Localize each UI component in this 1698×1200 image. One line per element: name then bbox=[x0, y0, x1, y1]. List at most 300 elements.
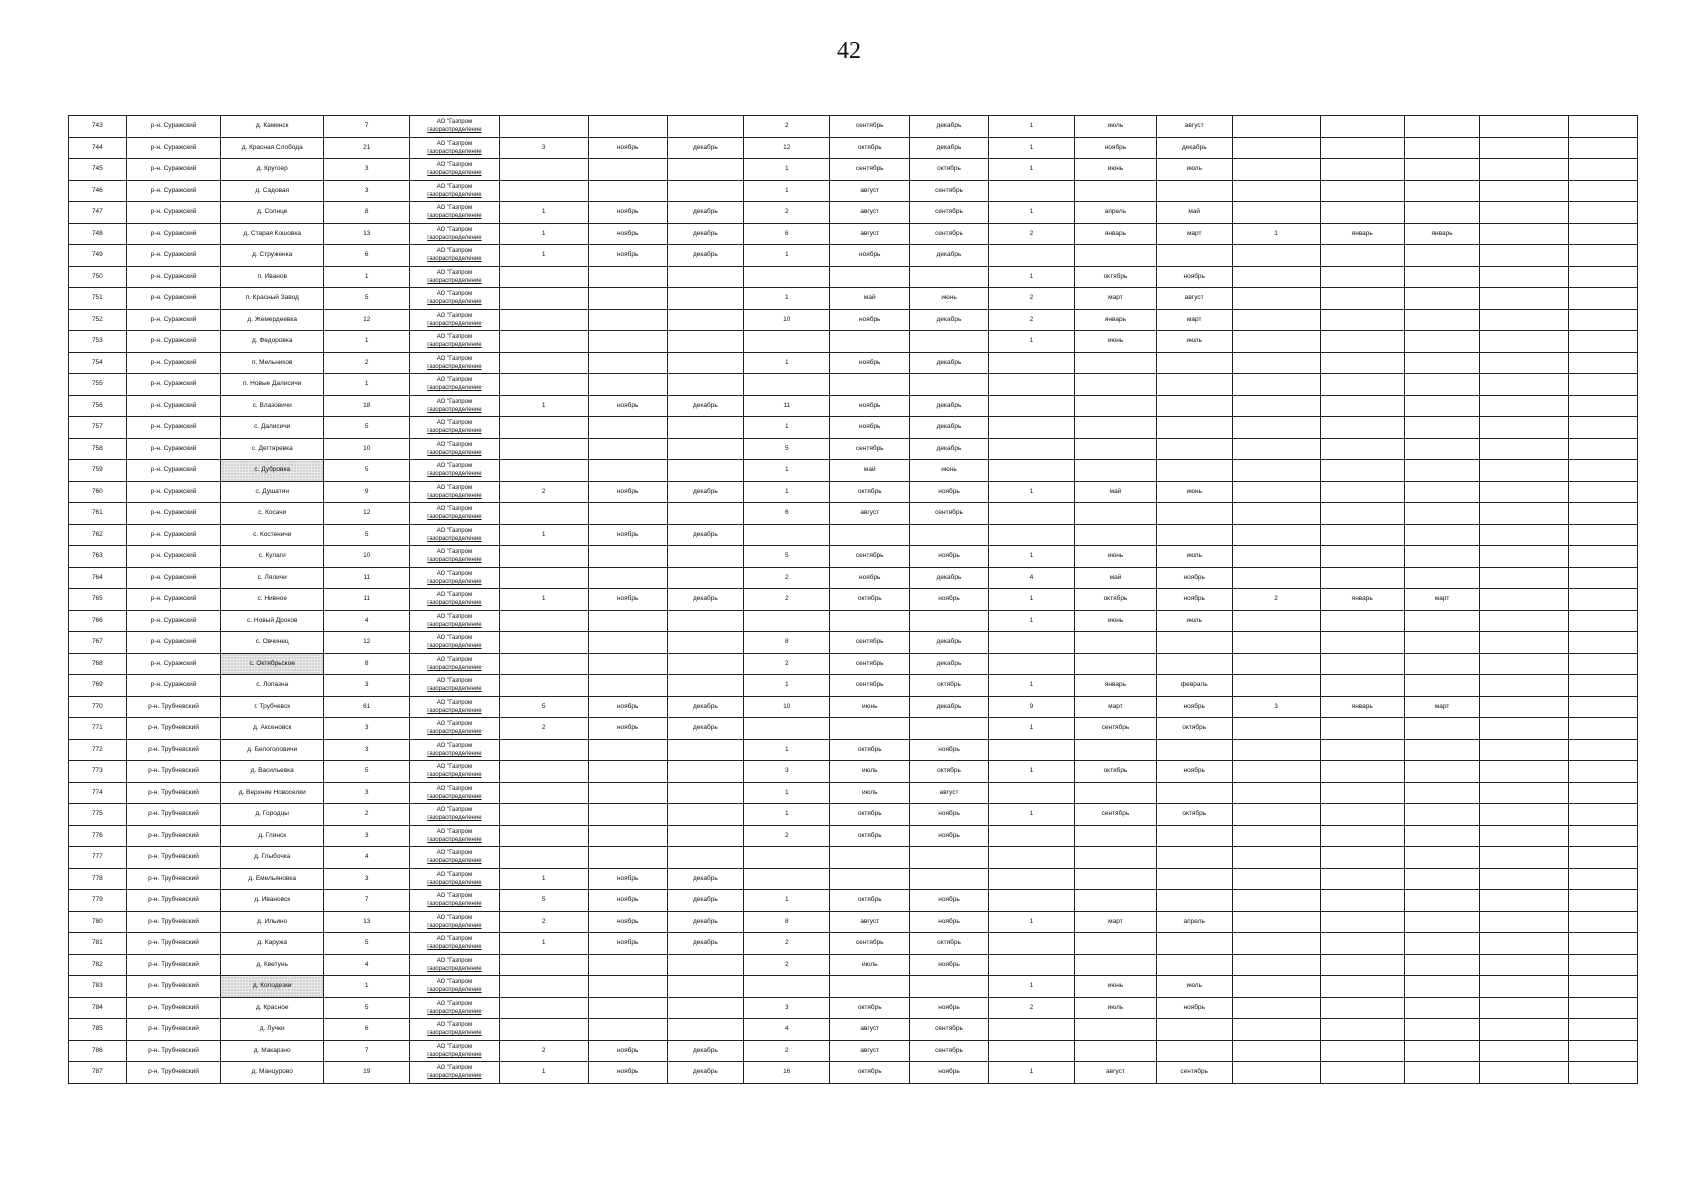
count-cell: 21 bbox=[324, 137, 410, 159]
stage2-qty-cell: 1 bbox=[744, 352, 830, 374]
stage4-end-cell bbox=[1404, 804, 1480, 826]
stage3-end-cell bbox=[1156, 438, 1232, 460]
stage4-end-cell bbox=[1404, 288, 1480, 310]
stage2-start-cell bbox=[830, 976, 910, 998]
stage3-start-cell: сентябрь bbox=[1075, 718, 1157, 740]
stage2-qty-cell: 10 bbox=[744, 696, 830, 718]
stage4-end-cell bbox=[1404, 460, 1480, 482]
stage4-end-cell: март bbox=[1404, 696, 1480, 718]
organization-cell bbox=[410, 739, 499, 761]
stage4-start-cell bbox=[1320, 911, 1404, 933]
stage4-qty-cell bbox=[1232, 782, 1320, 804]
stage2-start-cell: сентябрь bbox=[830, 632, 910, 654]
count-cell: 3 bbox=[324, 739, 410, 761]
row-number-cell: 775 bbox=[69, 804, 127, 826]
stage1-qty-cell: 1 bbox=[499, 524, 588, 546]
table-row bbox=[69, 911, 1638, 933]
stage4-start-cell bbox=[1320, 890, 1404, 912]
stage1-start-cell bbox=[588, 825, 667, 847]
stage2-end-cell: декабрь bbox=[910, 245, 989, 267]
table-row bbox=[69, 417, 1638, 439]
org-line-1: АО "Газпром bbox=[436, 721, 473, 728]
settlement-cell: д. Кветунь bbox=[221, 954, 324, 976]
district-cell: р-н. Суражский bbox=[126, 481, 221, 503]
stage1-start-cell bbox=[588, 1019, 667, 1041]
stage3-qty-cell bbox=[988, 374, 1074, 396]
stage1-end-cell: декабрь bbox=[667, 202, 744, 224]
org-line-2: газораспределение bbox=[427, 922, 482, 929]
row-number-cell: 780 bbox=[69, 911, 127, 933]
stage2-start-cell: сентябрь bbox=[830, 438, 910, 460]
organization-cell bbox=[410, 1019, 499, 1041]
org-line-1: АО "Газпром bbox=[436, 334, 473, 341]
stage3-qty-cell bbox=[988, 653, 1074, 675]
stage2-qty-cell: 1 bbox=[744, 180, 830, 202]
stage1-qty-cell bbox=[499, 288, 588, 310]
count-cell: 3 bbox=[324, 825, 410, 847]
stage3-start-cell: октябрь bbox=[1075, 589, 1157, 611]
org-line-2: газораспределение bbox=[427, 127, 482, 134]
extra-cell bbox=[1568, 847, 1637, 869]
stage1-start-cell bbox=[588, 309, 667, 331]
settlement-cell: д. Аксеновск bbox=[221, 718, 324, 740]
stage3-start-cell bbox=[1075, 847, 1157, 869]
extra-cell bbox=[1568, 675, 1637, 697]
table-row bbox=[69, 761, 1638, 783]
stage1-qty-cell bbox=[499, 804, 588, 826]
organization-cell bbox=[410, 245, 499, 267]
count-cell: 12 bbox=[324, 503, 410, 525]
stage2-start-cell: ноябрь bbox=[830, 309, 910, 331]
stage3-qty-cell bbox=[988, 954, 1074, 976]
stage4-end-cell bbox=[1404, 1019, 1480, 1041]
stage3-start-cell: июнь bbox=[1075, 610, 1157, 632]
stage2-end-cell bbox=[910, 847, 989, 869]
table-row bbox=[69, 804, 1638, 826]
org-line-1: АО "Газпром bbox=[436, 699, 473, 706]
org-line-1: АО "Газпром bbox=[436, 355, 473, 362]
stage3-start-cell: январь bbox=[1075, 675, 1157, 697]
row-number-cell: 778 bbox=[69, 868, 127, 890]
org-line-2: газораспределение bbox=[427, 965, 482, 972]
count-cell: 3 bbox=[324, 868, 410, 890]
stage1-end-cell bbox=[667, 159, 744, 181]
stage1-start-cell: ноябрь bbox=[588, 223, 667, 245]
stage3-qty-cell: 1 bbox=[988, 331, 1074, 353]
stage4-qty-cell bbox=[1232, 352, 1320, 374]
stage3-start-cell: июль bbox=[1075, 116, 1157, 138]
table-row bbox=[69, 589, 1638, 611]
stage2-end-cell bbox=[910, 718, 989, 740]
district-cell: р-н. Трубчевский bbox=[126, 976, 221, 998]
stage1-end-cell: декабрь bbox=[667, 933, 744, 955]
stage3-qty-cell: 1 bbox=[988, 610, 1074, 632]
stage1-start-cell: ноябрь bbox=[588, 890, 667, 912]
extra-cell bbox=[1480, 159, 1568, 181]
stage1-end-cell bbox=[667, 352, 744, 374]
district-cell: р-н. Трубчевский bbox=[126, 911, 221, 933]
org-line-1: АО "Газпром bbox=[436, 398, 473, 405]
stage4-start-cell bbox=[1320, 739, 1404, 761]
stage4-qty-cell bbox=[1232, 1019, 1320, 1041]
row-number-cell: 787 bbox=[69, 1062, 127, 1084]
count-cell: 19 bbox=[324, 1062, 410, 1084]
stage2-start-cell: сентябрь bbox=[830, 546, 910, 568]
count-cell: 11 bbox=[324, 567, 410, 589]
stage2-qty-cell: 5 bbox=[744, 438, 830, 460]
extra-cell bbox=[1568, 718, 1637, 740]
stage1-end-cell: декабрь bbox=[667, 481, 744, 503]
organization-cell bbox=[410, 180, 499, 202]
stage4-end-cell bbox=[1404, 847, 1480, 869]
row-number-cell: 748 bbox=[69, 223, 127, 245]
stage1-end-cell bbox=[667, 180, 744, 202]
stage1-end-cell bbox=[667, 804, 744, 826]
district-cell: р-н. Суражский bbox=[126, 352, 221, 374]
stage1-qty-cell bbox=[499, 438, 588, 460]
stage3-start-cell: октябрь bbox=[1075, 266, 1157, 288]
stage2-qty-cell bbox=[744, 976, 830, 998]
stage2-start-cell: июнь bbox=[830, 696, 910, 718]
extra-cell bbox=[1568, 632, 1637, 654]
stage4-qty-cell bbox=[1232, 911, 1320, 933]
org-line-2: газораспределение bbox=[427, 213, 482, 220]
extra-cell bbox=[1480, 460, 1568, 482]
table-row bbox=[69, 675, 1638, 697]
organization-cell bbox=[410, 137, 499, 159]
stage1-qty-cell bbox=[499, 782, 588, 804]
stage3-start-cell bbox=[1075, 245, 1157, 267]
stage1-start-cell bbox=[588, 503, 667, 525]
org-line-2: газораспределение bbox=[427, 342, 482, 349]
stage4-start-cell: январь bbox=[1320, 696, 1404, 718]
stage3-end-cell: ноябрь bbox=[1156, 997, 1232, 1019]
stage4-qty-cell bbox=[1232, 331, 1320, 353]
table-row bbox=[69, 288, 1638, 310]
stage3-start-cell: март bbox=[1075, 911, 1157, 933]
stage1-start-cell bbox=[588, 266, 667, 288]
count-cell: 11 bbox=[324, 589, 410, 611]
org-line-1: АО "Газпром bbox=[436, 613, 473, 620]
stage4-end-cell bbox=[1404, 159, 1480, 181]
district-cell: р-н. Трубчевский bbox=[126, 1019, 221, 1041]
organization-cell bbox=[410, 417, 499, 439]
stage3-end-cell: ноябрь bbox=[1156, 567, 1232, 589]
stage2-end-cell: декабрь bbox=[910, 417, 989, 439]
row-number-cell: 764 bbox=[69, 567, 127, 589]
stage4-qty-cell bbox=[1232, 503, 1320, 525]
stage3-qty-cell: 1 bbox=[988, 137, 1074, 159]
stage3-start-cell bbox=[1075, 890, 1157, 912]
stage1-start-cell bbox=[588, 288, 667, 310]
stage2-end-cell bbox=[910, 266, 989, 288]
row-number-cell: 745 bbox=[69, 159, 127, 181]
stage3-end-cell bbox=[1156, 374, 1232, 396]
stage2-qty-cell: 1 bbox=[744, 804, 830, 826]
stage3-end-cell bbox=[1156, 933, 1232, 955]
settlement-cell: д. Ивановск bbox=[221, 890, 324, 912]
stage1-qty-cell bbox=[499, 997, 588, 1019]
extra-cell bbox=[1480, 911, 1568, 933]
org-line-1: АО "Газпром bbox=[436, 785, 473, 792]
organization-cell bbox=[410, 481, 499, 503]
settlement-cell: д. Лучки bbox=[221, 1019, 324, 1041]
stage4-start-cell bbox=[1320, 718, 1404, 740]
stage1-end-cell bbox=[667, 546, 744, 568]
stage4-end-cell bbox=[1404, 546, 1480, 568]
stage4-qty-cell bbox=[1232, 933, 1320, 955]
stage3-end-cell: ноябрь bbox=[1156, 266, 1232, 288]
stage1-start-cell bbox=[588, 180, 667, 202]
settlement-cell: д. Белоголовичи bbox=[221, 739, 324, 761]
stage2-end-cell bbox=[910, 868, 989, 890]
district-cell: р-н. Суражский bbox=[126, 202, 221, 224]
stage1-qty-cell bbox=[499, 331, 588, 353]
stage2-start-cell: август bbox=[830, 911, 910, 933]
stage1-qty-cell bbox=[499, 761, 588, 783]
stage3-qty-cell bbox=[988, 1019, 1074, 1041]
stage3-start-cell bbox=[1075, 868, 1157, 890]
extra-cell bbox=[1480, 567, 1568, 589]
stage3-start-cell bbox=[1075, 460, 1157, 482]
stage3-qty-cell: 2 bbox=[988, 288, 1074, 310]
stage3-end-cell bbox=[1156, 352, 1232, 374]
district-cell: р-н. Трубчевский bbox=[126, 825, 221, 847]
organization-cell bbox=[410, 653, 499, 675]
stage2-qty-cell: 2 bbox=[744, 825, 830, 847]
stage4-start-cell bbox=[1320, 352, 1404, 374]
stage2-qty-cell: 8 bbox=[744, 911, 830, 933]
stage2-qty-cell bbox=[744, 524, 830, 546]
stage4-qty-cell bbox=[1232, 116, 1320, 138]
stage1-end-cell bbox=[667, 782, 744, 804]
org-line-1: АО "Газпром bbox=[436, 914, 473, 921]
district-cell: р-н. Суражский bbox=[126, 374, 221, 396]
stage4-end-cell bbox=[1404, 481, 1480, 503]
stage4-qty-cell bbox=[1232, 266, 1320, 288]
stage1-end-cell bbox=[667, 309, 744, 331]
settlement-cell: д. Ильино bbox=[221, 911, 324, 933]
stage2-start-cell: июль bbox=[830, 761, 910, 783]
stage1-qty-cell bbox=[499, 460, 588, 482]
stage2-qty-cell: 5 bbox=[744, 546, 830, 568]
stage3-start-cell bbox=[1075, 374, 1157, 396]
stage1-qty-cell bbox=[499, 739, 588, 761]
stage4-qty-cell bbox=[1232, 245, 1320, 267]
org-line-2: газораспределение bbox=[427, 707, 482, 714]
org-line-1: АО "Газпром bbox=[436, 183, 473, 190]
stage4-start-cell bbox=[1320, 481, 1404, 503]
table-row bbox=[69, 890, 1638, 912]
stage1-end-cell bbox=[667, 675, 744, 697]
stage3-end-cell: июль bbox=[1156, 610, 1232, 632]
table-row bbox=[69, 374, 1638, 396]
extra-cell bbox=[1568, 933, 1637, 955]
extra-cell bbox=[1480, 374, 1568, 396]
extra-cell bbox=[1480, 804, 1568, 826]
extra-cell bbox=[1480, 503, 1568, 525]
stage4-end-cell bbox=[1404, 567, 1480, 589]
table-row bbox=[69, 847, 1638, 869]
count-cell: 5 bbox=[324, 417, 410, 439]
stage2-start-cell bbox=[830, 847, 910, 869]
stage2-start-cell bbox=[830, 374, 910, 396]
stage4-end-cell bbox=[1404, 976, 1480, 998]
stage4-qty-cell bbox=[1232, 653, 1320, 675]
stage1-end-cell bbox=[667, 567, 744, 589]
settlement-cell: д. Колодезки bbox=[221, 976, 324, 998]
district-cell: р-н. Трубчевский bbox=[126, 847, 221, 869]
extra-cell bbox=[1480, 632, 1568, 654]
stage3-end-cell bbox=[1156, 632, 1232, 654]
stage4-end-cell bbox=[1404, 761, 1480, 783]
district-cell: р-н. Суражский bbox=[126, 331, 221, 353]
row-number-cell: 781 bbox=[69, 933, 127, 955]
stage1-qty-cell: 3 bbox=[499, 137, 588, 159]
stage2-qty-cell: 1 bbox=[744, 782, 830, 804]
extra-cell bbox=[1480, 761, 1568, 783]
extra-cell bbox=[1568, 653, 1637, 675]
settlement-cell: с. Дегтяревка bbox=[221, 438, 324, 460]
stage2-qty-cell: 2 bbox=[744, 653, 830, 675]
stage3-qty-cell: 1 bbox=[988, 202, 1074, 224]
stage4-start-cell bbox=[1320, 675, 1404, 697]
row-number-cell: 772 bbox=[69, 739, 127, 761]
stage2-end-cell: декабрь bbox=[910, 352, 989, 374]
table-row bbox=[69, 825, 1638, 847]
stage2-end-cell: декабрь bbox=[910, 653, 989, 675]
stage1-qty-cell bbox=[499, 954, 588, 976]
settlement-cell: с. Кулаги bbox=[221, 546, 324, 568]
district-cell: р-н. Суражский bbox=[126, 675, 221, 697]
district-cell: р-н. Суражский bbox=[126, 503, 221, 525]
stage3-start-cell bbox=[1075, 524, 1157, 546]
extra-cell bbox=[1568, 245, 1637, 267]
count-cell: 13 bbox=[324, 911, 410, 933]
extra-cell bbox=[1568, 116, 1637, 138]
stage4-end-cell bbox=[1404, 718, 1480, 740]
row-number-cell: 751 bbox=[69, 288, 127, 310]
settlement-cell: д. Старая Кошовка bbox=[221, 223, 324, 245]
district-cell: р-н. Суражский bbox=[126, 438, 221, 460]
stage4-start-cell bbox=[1320, 331, 1404, 353]
organization-cell bbox=[410, 460, 499, 482]
stage4-qty-cell bbox=[1232, 309, 1320, 331]
stage3-end-cell bbox=[1156, 503, 1232, 525]
stage3-end-cell: октябрь bbox=[1156, 804, 1232, 826]
org-line-2: газораспределение bbox=[427, 901, 482, 908]
settlement-cell: с. Далисичи bbox=[221, 417, 324, 439]
settlement-cell: с. Ляличи bbox=[221, 567, 324, 589]
stage4-start-cell bbox=[1320, 933, 1404, 955]
org-line-1: АО "Газпром bbox=[436, 635, 473, 642]
organization-cell bbox=[410, 309, 499, 331]
table-row bbox=[69, 395, 1638, 417]
stage1-end-cell bbox=[667, 653, 744, 675]
stage4-end-cell bbox=[1404, 524, 1480, 546]
extra-cell bbox=[1480, 782, 1568, 804]
stage3-qty-cell bbox=[988, 739, 1074, 761]
row-number-cell: 767 bbox=[69, 632, 127, 654]
stage4-qty-cell bbox=[1232, 739, 1320, 761]
org-line-1: АО "Газпром bbox=[436, 205, 473, 212]
stage4-qty-cell bbox=[1232, 438, 1320, 460]
stage1-start-cell bbox=[588, 997, 667, 1019]
org-line-2: газораспределение bbox=[427, 1008, 482, 1015]
extra-cell bbox=[1480, 976, 1568, 998]
stage4-start-cell bbox=[1320, 374, 1404, 396]
stage3-start-cell bbox=[1075, 1019, 1157, 1041]
stage1-end-cell: декабрь bbox=[667, 589, 744, 611]
district-cell: р-н. Суражский bbox=[126, 288, 221, 310]
count-cell: 1 bbox=[324, 374, 410, 396]
organization-cell bbox=[410, 890, 499, 912]
stage4-qty-cell bbox=[1232, 997, 1320, 1019]
org-line-1: АО "Газпром bbox=[436, 549, 473, 556]
stage4-start-cell bbox=[1320, 159, 1404, 181]
extra-cell bbox=[1568, 309, 1637, 331]
stage2-qty-cell: 6 bbox=[744, 503, 830, 525]
org-line-2: газораспределение bbox=[427, 492, 482, 499]
row-number-cell: 773 bbox=[69, 761, 127, 783]
stage4-end-cell bbox=[1404, 632, 1480, 654]
settlement-cell: г. Трубчевск bbox=[221, 696, 324, 718]
stage2-end-cell bbox=[910, 976, 989, 998]
stage3-start-cell: май bbox=[1075, 567, 1157, 589]
stage3-qty-cell: 9 bbox=[988, 696, 1074, 718]
org-line-1: АО "Газпром bbox=[436, 527, 473, 534]
settlement-cell: д. Кругоер bbox=[221, 159, 324, 181]
stage4-qty-cell bbox=[1232, 481, 1320, 503]
extra-cell bbox=[1568, 868, 1637, 890]
stage4-end-cell bbox=[1404, 180, 1480, 202]
stage3-end-cell: июль bbox=[1156, 546, 1232, 568]
stage1-start-cell: ноябрь bbox=[588, 245, 667, 267]
stage4-qty-cell bbox=[1232, 804, 1320, 826]
row-number-cell: 765 bbox=[69, 589, 127, 611]
org-line-1: АО "Газпром bbox=[436, 463, 473, 470]
table-row bbox=[69, 997, 1638, 1019]
stage3-end-cell bbox=[1156, 395, 1232, 417]
settlement-cell: д. Глинск bbox=[221, 825, 324, 847]
stage3-start-cell: октябрь bbox=[1075, 761, 1157, 783]
settlement-cell: д. Струженка bbox=[221, 245, 324, 267]
row-number-cell: 752 bbox=[69, 309, 127, 331]
stage4-start-cell bbox=[1320, 438, 1404, 460]
settlement-cell: д. Глыбочка bbox=[221, 847, 324, 869]
district-cell: р-н. Суражский bbox=[126, 223, 221, 245]
row-number-cell: 784 bbox=[69, 997, 127, 1019]
organization-cell bbox=[410, 976, 499, 998]
stage1-start-cell: ноябрь bbox=[588, 933, 667, 955]
row-number-cell: 747 bbox=[69, 202, 127, 224]
stage1-end-cell bbox=[667, 374, 744, 396]
extra-cell bbox=[1568, 288, 1637, 310]
stage3-start-cell bbox=[1075, 395, 1157, 417]
stage4-start-cell bbox=[1320, 524, 1404, 546]
org-line-2: газораспределение bbox=[427, 277, 482, 284]
count-cell: 7 bbox=[324, 890, 410, 912]
extra-cell bbox=[1568, 997, 1637, 1019]
count-cell: 8 bbox=[324, 202, 410, 224]
stage1-start-cell bbox=[588, 804, 667, 826]
stage4-qty-cell bbox=[1232, 460, 1320, 482]
org-line-1: АО "Газпром bbox=[436, 1000, 473, 1007]
row-number-cell: 776 bbox=[69, 825, 127, 847]
stage4-qty-cell bbox=[1232, 546, 1320, 568]
stage3-start-cell: июнь bbox=[1075, 159, 1157, 181]
settlement-cell: с. Нивное bbox=[221, 589, 324, 611]
